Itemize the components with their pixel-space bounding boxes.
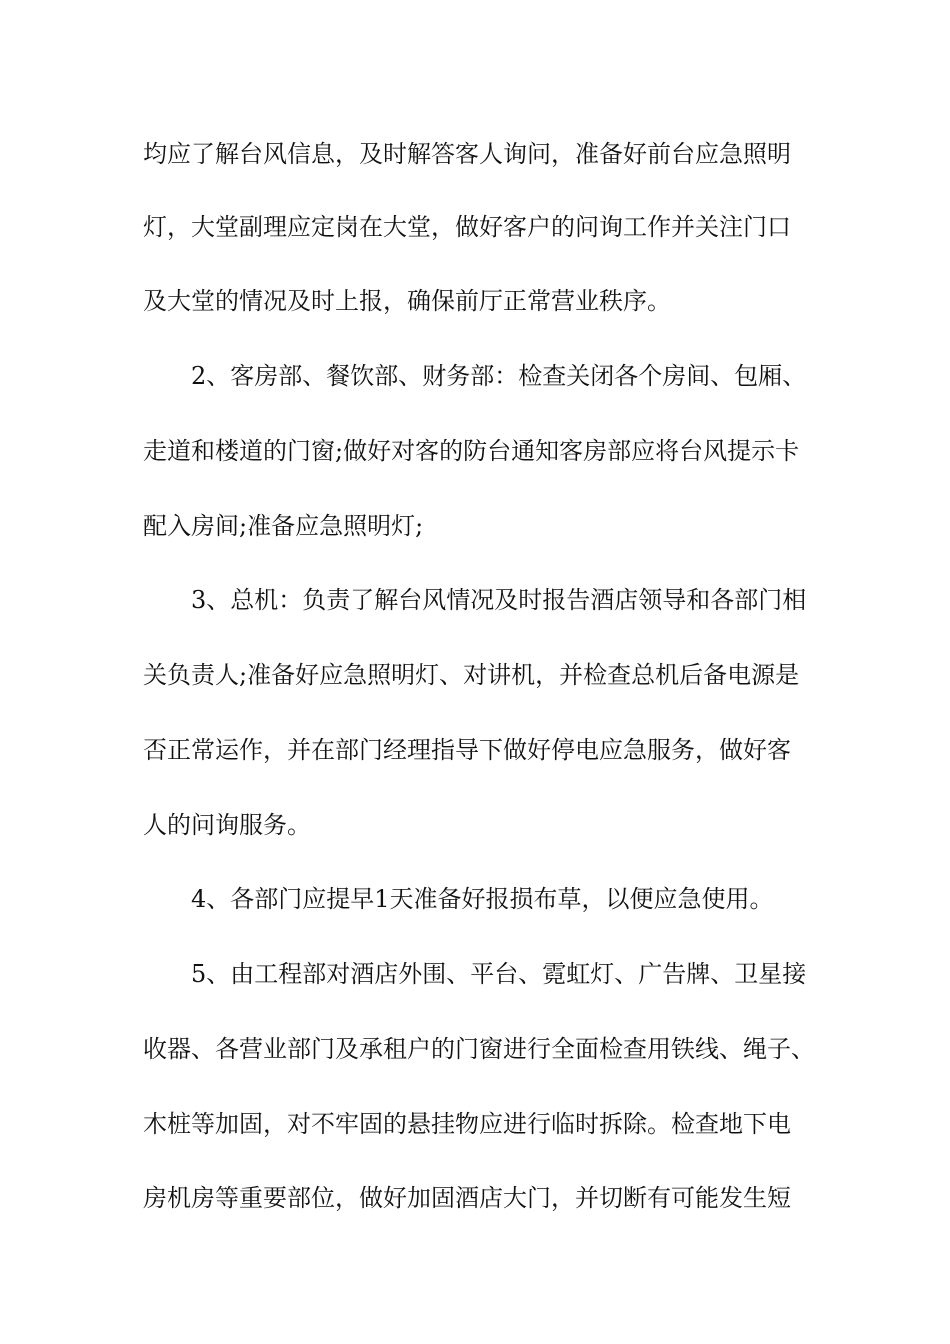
text-line: 走道和楼道的门窗;做好对客的防台通知客房部应将台风提示卡 — [143, 437, 800, 465]
text-line: 配入房间;准备应急照明灯; — [143, 512, 424, 540]
paragraph-3-start: 3、总机：负责了解台风情况及时报告酒店领导和各部门相 — [191, 586, 807, 614]
text-line: 收器、各营业部门及承租户的门窗进行全面检查用铁线、绳子、 — [143, 1035, 815, 1063]
text-line: 人的问询服务。 — [143, 811, 311, 839]
text-line: 木桩等加固，对不牢固的悬挂物应进行临时拆除。检查地下电 — [143, 1110, 791, 1138]
text-line: 房机房等重要部位，做好加固酒店大门，并切断有可能发生短 — [143, 1184, 791, 1212]
text-line: 及大堂的情况及时上报，确保前厅正常营业秩序。 — [143, 287, 671, 315]
paragraph-5-start: 5、由工程部对酒店外围、平台、霓虹灯、广告牌、卫星接 — [191, 960, 807, 988]
text-line: 关负责人;准备好应急照明灯、对讲机，并检查总机后备电源是 — [143, 661, 800, 689]
text-line: 否正常运作，并在部门经理指导下做好停电应急服务，做好客 — [143, 736, 791, 764]
paragraph-2-start: 2、客房部、餐饮部、财务部：检查关闭各个房间、包厢、 — [191, 362, 807, 390]
text-line: 均应了解台风信息，及时解答客人询问，准备好前台应急照明 — [143, 140, 791, 168]
text-line: 灯，大堂副理应定岗在大堂，做好客户的问询工作并关注门口 — [143, 213, 791, 241]
paragraph-4: 4、各部门应提早1天准备好报损布草，以便应急使用。 — [191, 885, 774, 913]
